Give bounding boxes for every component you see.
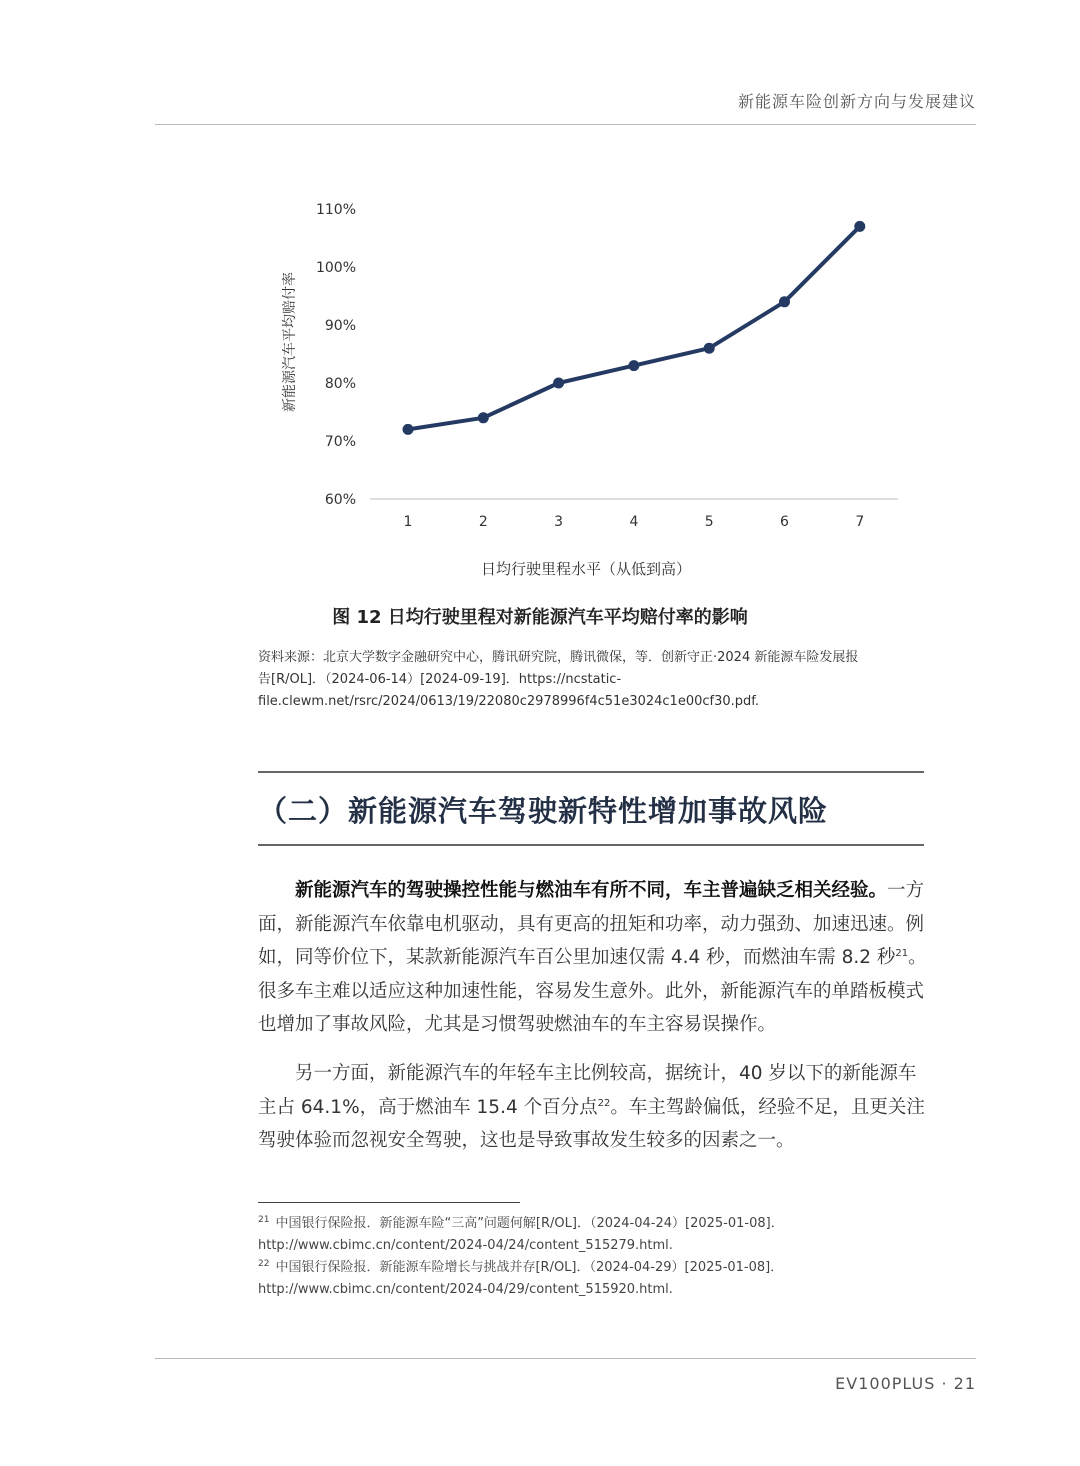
data-point xyxy=(704,343,715,354)
para-text: 。车主驾龄偏低，经验不足，且更关注驾驶体验而忽视安全驾驶，这也是导致事故发生较多的因素之一。 xyxy=(258,1096,925,1151)
figure-caption: 图 12 日均行驶里程对新能源汽车平均赔付率的影响 xyxy=(332,607,748,628)
figure-source xyxy=(258,647,928,713)
section-rule-top xyxy=(258,771,924,773)
footnote-text: 中国银行保险报．新能源车险“三高”问题何解[R/OL]．（2024-04-24）[2025-01-08]．http://www.cbimc.cn/content/2024-04/24/content_515279.html. xyxy=(258,1216,784,1253)
body-paragraph-2 xyxy=(258,1057,928,1158)
running-header-title: 新能源车险创新方向与发展建议 xyxy=(737,92,976,111)
source-line: 告[R/OL]．（2024-06-14）[2024-09-19]．https://ncstatic- xyxy=(258,672,622,687)
data-point xyxy=(779,296,790,307)
x-tick-label: 1 xyxy=(403,514,413,530)
y-tick-label: 90% xyxy=(324,318,356,334)
footnote-number: 22 xyxy=(258,1258,270,1269)
footer-divider xyxy=(155,1358,976,1359)
section-title: （二）新能源汽车驾驶新特性增加事故风险 xyxy=(258,794,829,828)
body-paragraph-1 xyxy=(258,874,928,1042)
x-axis-label: 日均行驶里程水平（从低到高） xyxy=(480,560,692,578)
data-point xyxy=(854,221,865,232)
section-rule-bottom xyxy=(258,844,924,846)
page-footer: EV100PLUS · 21 xyxy=(835,1374,976,1393)
y-axis-label: 新能源汽车平均赔付率 xyxy=(282,272,298,412)
y-tick-label: 100% xyxy=(315,260,356,276)
footnote-ref[interactable]: 22 xyxy=(597,1097,611,1109)
x-tick-label: 6 xyxy=(780,514,789,530)
footnote-text: 中国银行保险报．新能源车险增长与挑战并存[R/OL]．（2024-04-29）[2025-01-08]．http://www.cbimc.cn/content/2024-04/29/content_515920.html. xyxy=(258,1260,784,1297)
data-point xyxy=(403,424,414,435)
data-point xyxy=(553,378,564,389)
y-tick-label: 60% xyxy=(324,492,356,508)
y-tick-label: 70% xyxy=(324,434,356,450)
data-point xyxy=(628,360,639,371)
y-axis-ticks xyxy=(316,202,356,508)
data-point xyxy=(478,412,489,423)
x-tick-label: 3 xyxy=(554,514,564,530)
para-text: 另一方面，新能源汽车的年轻车主比例较高，据统计，40 岁以下的新能源车主占 64.1%，高于燃油车 15.4 个百分点 xyxy=(258,1063,917,1118)
source-line: 资料来源：北京大学数字金融研究中心，腾讯研究院，腾讯微保，等．创新守正·2024 新能源车险发展报 xyxy=(258,650,859,665)
source-line: file.clewm.net/rsrc/2024/0613/19/22080c2978996f4c51e3024c1e00cf30.pdf. xyxy=(258,694,760,709)
x-tick-label: 2 xyxy=(478,514,488,530)
footnote xyxy=(258,1257,818,1301)
para-bold-lead: 新能源汽车的驾驶操控性能与燃油车有所不同，车主普遍缺乏相关经验。 xyxy=(295,880,888,901)
x-tick-label: 7 xyxy=(855,514,865,530)
y-tick-label: 80% xyxy=(324,376,356,392)
para-text: 。很多车主难以适应这种加速性能，容易发生意外。此外，新能源汽车的单踏板模式也增加了事故风险，尤其是习惯驾驶燃油车的车主容易误操作。 xyxy=(258,947,927,1035)
series-points xyxy=(403,221,866,435)
footnotes xyxy=(258,1213,818,1301)
y-tick-label: 110% xyxy=(315,202,356,218)
x-tick-label: 5 xyxy=(704,514,714,530)
x-tick-label: 4 xyxy=(629,514,639,530)
footnote-divider xyxy=(258,1202,520,1203)
series-line xyxy=(408,226,860,429)
footnote-number: 21 xyxy=(258,1214,270,1225)
footnote-ref[interactable]: 21 xyxy=(895,947,909,959)
line-chart xyxy=(0,0,1080,600)
footnote xyxy=(258,1213,818,1257)
para-text: 一方面，新能源汽车依靠电机驱动，具有更高的扭矩和功率，动力强劲、加速迅速。例如，同等价位下，某款新能源汽车百公里加速仅需 4.4 秒，而燃油车需 8.2 秒 xyxy=(258,880,925,968)
x-axis-ticks xyxy=(404,514,865,530)
